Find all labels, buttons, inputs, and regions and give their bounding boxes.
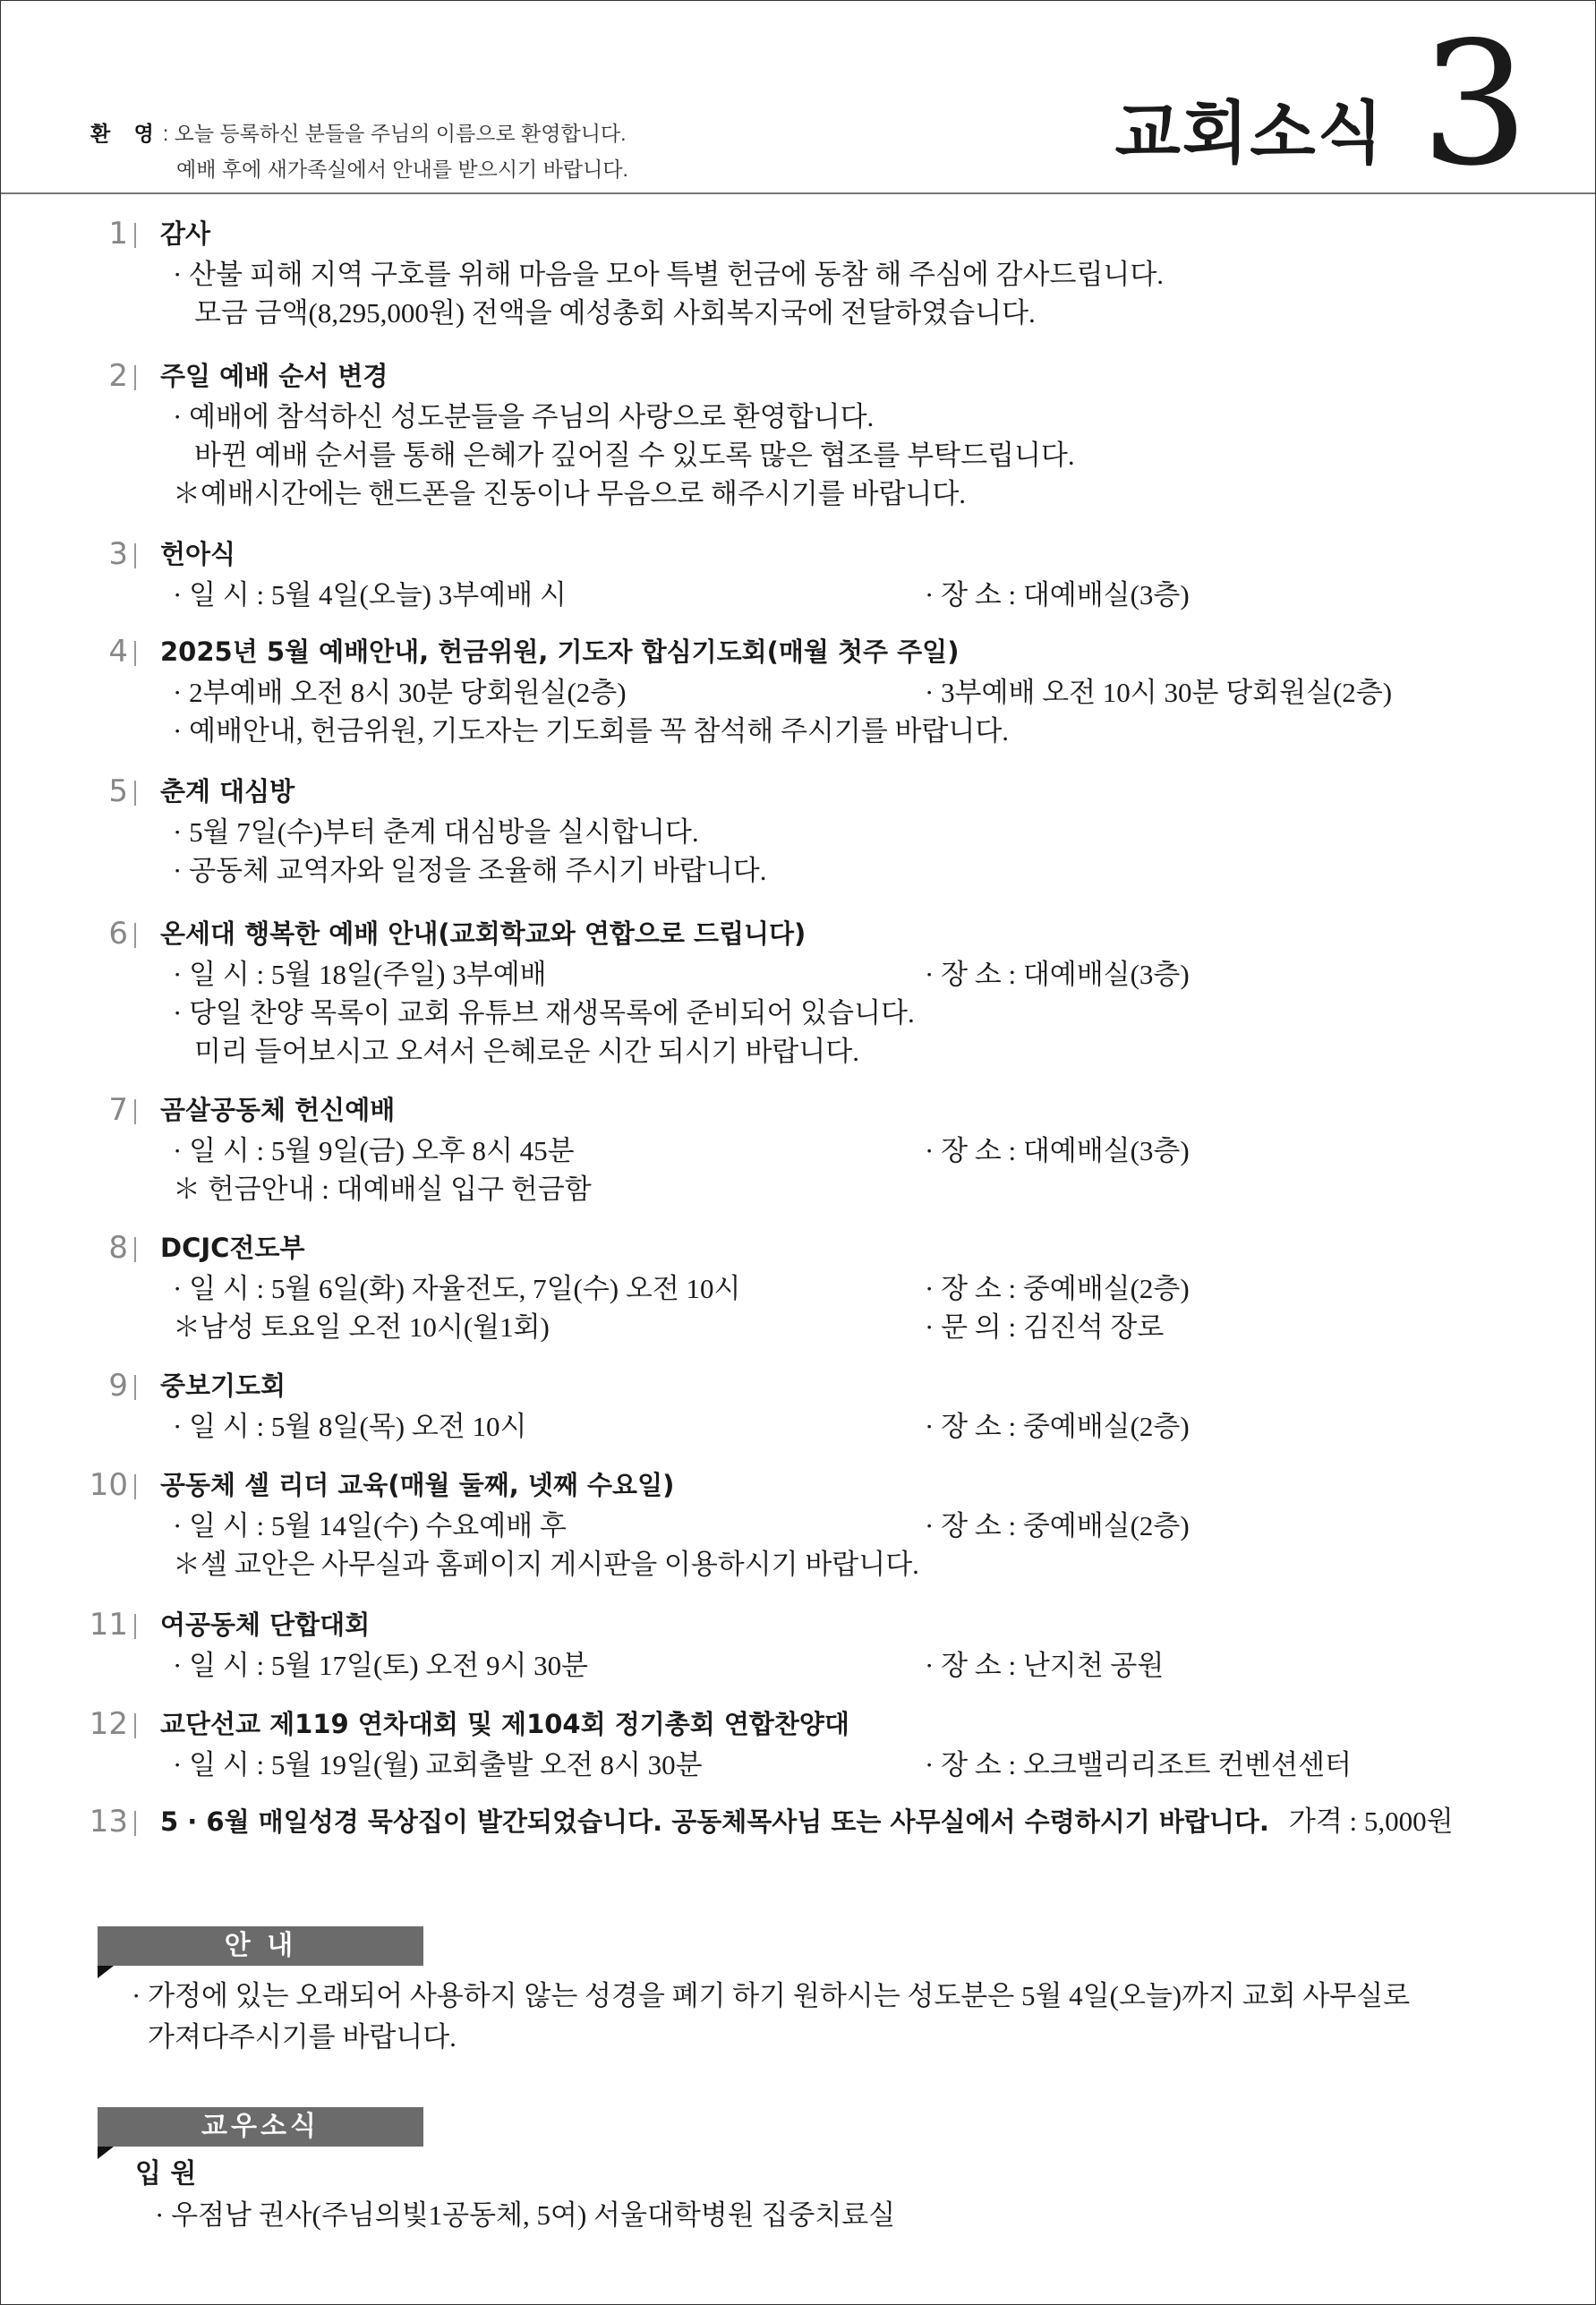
item-heading: 2025년 5월 예배안내, 헌금위원, 기도자 합심기도회(매월 첫주 주일) — [160, 636, 960, 667]
number-divider — [134, 1375, 136, 1400]
item-place: · 장 소 : 난지천 공원 — [925, 1650, 1165, 1681]
item-place: · 장 소 : 오크밸리리조트 컨벤션센터 — [925, 1749, 1352, 1780]
welcome-label: 환 영 — [90, 122, 163, 145]
item-note: ＊셀 교안은 사무실과 홈페이지 게시판을 이용하시기 바랍니다. — [173, 1549, 919, 1580]
item-place: · 장 소 : 중예배실(2층) — [925, 1273, 1190, 1304]
item-line: · 당일 찬양 목록이 교회 유튜브 재생목록에 준비되어 있습니다. — [173, 997, 915, 1029]
news-item-8 — [87, 1226, 1537, 1346]
number-divider — [134, 781, 136, 806]
item-number: 9 — [108, 1368, 128, 1404]
item-line — [160, 576, 1537, 614]
item-place: · 장 소 : 대예배실(3층) — [925, 1135, 1190, 1166]
notice-section-header: 안 내 — [98, 1926, 423, 1966]
number-divider — [134, 1811, 136, 1836]
page-title: 교회소식 — [1114, 92, 1386, 173]
item-place: · 장 소 : 대예배실(3층) — [925, 959, 1190, 990]
item-heading: 온세대 행복한 예배 안내(교회학교와 연합으로 드립니다) — [160, 918, 807, 949]
news-item-3 — [87, 533, 1537, 614]
welcome-line-1: : 오늘 등록하신 분들을 주님의 이름으로 환영합니다. — [162, 122, 627, 145]
item-place: · 장 소 : 대예배실(3층) — [925, 579, 1190, 610]
item-line — [160, 673, 1537, 712]
item-number: 6 — [108, 916, 128, 952]
item-datetime: · 일 시 : 5월 8일(목) 오전 10시 — [173, 1411, 527, 1442]
item-datetime: · 일 시 : 5월 6일(화) 자율전도, 7일(수) 오전 10시 — [173, 1273, 741, 1304]
number-divider — [134, 641, 136, 666]
item-heading — [160, 1800, 1537, 1843]
news-item-6 — [87, 912, 1537, 1071]
member-news-header-notch — [98, 2147, 114, 2159]
number-divider — [134, 223, 136, 248]
item-line — [160, 1131, 1537, 1170]
item-heading: 중보기도회 — [160, 1370, 286, 1401]
header-divider — [1, 192, 1595, 194]
welcome-line-2: 예배 후에 새가족실에서 안내를 받으시기 바랍니다. — [176, 158, 628, 181]
news-item-7 — [87, 1088, 1537, 1208]
number-divider — [134, 1474, 136, 1499]
hospitalization-line: · 우점남 권사(주님의빛1공동체, 5여) 서울대학병원 집중치료실 — [155, 2199, 896, 2231]
item-datetime: · 일 시 : 5월 18일(주일) 3부예배 — [173, 959, 547, 990]
item-line — [160, 955, 1537, 994]
item-line — [160, 1407, 1537, 1446]
item-number: 7 — [108, 1092, 128, 1128]
item-price: 가격 : 5,000원 — [1288, 1806, 1454, 1837]
item-note: ＊ 헌금안내 : 대예배실 입구 헌금함 — [173, 1174, 592, 1205]
news-item-11 — [87, 1603, 1537, 1685]
item-heading: DCJC전도부 — [160, 1233, 305, 1263]
news-item-10 — [87, 1464, 1537, 1584]
item-number: 4 — [108, 634, 128, 670]
item-line — [160, 1646, 1537, 1685]
item-heading: 여공동체 단합대회 — [160, 1609, 371, 1640]
item-line: · 예배에 참석하신 성도분들을 주님의 사랑으로 환영합니다. — [173, 401, 875, 432]
item-line: · 공동체 교역자와 일정을 조율해 주시기 바랍니다. — [173, 855, 767, 886]
news-item-4 — [87, 630, 1537, 750]
item-line — [160, 1269, 1537, 1308]
item-note: ＊남성 토요일 오전 10시(월1회) — [173, 1311, 550, 1343]
item-line — [160, 1746, 1537, 1784]
page-number: 3 — [1421, 5, 1529, 203]
masthead — [1114, 5, 1529, 203]
news-item-9 — [87, 1364, 1537, 1446]
item-line: 미리 들어보시고 오셔서 은혜로운 시간 되시기 바랍니다. — [194, 1036, 860, 1067]
item-line: · 예배안내, 헌금위원, 기도자는 기도회를 꼭 참석해 주시기를 바랍니다. — [173, 715, 1010, 747]
item-place: · 장 소 : 중예배실(2층) — [925, 1411, 1190, 1442]
notice-line-2: 가져다주시기를 바랍니다. — [148, 2021, 457, 2053]
item-datetime: · 일 시 : 5월 9일(금) 오후 8시 45분 — [173, 1135, 575, 1166]
number-divider — [134, 365, 136, 390]
item-note: ＊예배시간에는 핸드폰을 진동이나 무음으로 해주시기를 바랍니다. — [173, 478, 967, 509]
hospitalization-heading: 입 원 — [135, 2158, 197, 2190]
news-item-13 — [87, 1800, 1537, 1843]
item-heading: 주일 예배 순서 변경 — [160, 361, 388, 391]
number-divider — [134, 923, 136, 948]
welcome-message — [90, 115, 628, 187]
news-item-1 — [87, 212, 1537, 332]
notice-header-notch — [98, 1966, 114, 1978]
item-number: 8 — [108, 1230, 128, 1266]
news-item-2 — [87, 354, 1537, 513]
item-contact: · 문 의 : 김진석 장로 — [925, 1311, 1165, 1343]
item-heading: 춘계 대심방 — [160, 776, 295, 807]
item-number: 11 — [89, 1607, 128, 1643]
item-heading: 헌아식 — [160, 539, 236, 569]
item-line — [160, 1507, 1537, 1545]
item-heading: 곰살공동체 헌신예배 — [160, 1095, 396, 1125]
item-heading: 공동체 셀 리더 교육(매월 둘째, 넷째 수요일) — [160, 1470, 675, 1500]
news-item-12 — [87, 1703, 1537, 1784]
news-list — [87, 212, 1537, 1843]
number-divider — [134, 543, 136, 568]
item-number: 10 — [89, 1467, 128, 1503]
news-item-5 — [87, 770, 1537, 890]
item-number: 13 — [89, 1804, 128, 1840]
item-schedule-right: · 3부예배 오전 10시 30분 당회원실(2층) — [925, 677, 1393, 708]
item-line: 모금 금액(8,295,000원) 전액을 예성총회 사회복지국에 전달하였습니다. — [194, 297, 1036, 329]
item-heading: 감사 — [160, 218, 211, 249]
item-line — [160, 1308, 1537, 1346]
item-datetime: · 일 시 : 5월 14일(수) 수요예배 후 — [173, 1510, 567, 1541]
item-heading-text: 5 · 6월 매일성경 묵상집이 발간되었습니다. 공동체목사님 또는 사무실에서 수령하시기 바랍니다. — [160, 1806, 1269, 1837]
item-line: · 산불 피해 지역 구호를 위해 마음을 모아 특별 헌금에 동참 해 주심에 감사드립니다. — [173, 259, 1165, 290]
item-number: 3 — [108, 536, 128, 572]
number-divider — [134, 1713, 136, 1738]
item-number: 2 — [108, 358, 128, 394]
number-divider — [134, 1614, 136, 1639]
number-divider — [134, 1237, 136, 1262]
member-news-section-header: 교우소식 — [98, 2107, 423, 2147]
item-place: · 장 소 : 중예배실(2층) — [925, 1510, 1190, 1541]
item-number: 12 — [89, 1706, 128, 1742]
item-datetime: · 일 시 : 5월 17일(토) 오전 9시 30분 — [173, 1650, 589, 1681]
item-schedule-left: · 2부예배 오전 8시 30분 당회원실(2층) — [173, 677, 627, 708]
item-heading: 교단선교 제119 연차대회 및 제104회 정기총회 연합찬양대 — [160, 1709, 849, 1739]
notice-text — [132, 1976, 1410, 2058]
item-line: · 5월 7일(수)부터 춘계 대심방을 실시합니다. — [173, 816, 699, 848]
item-number: 5 — [108, 773, 128, 809]
item-line: 바뀐 예배 순서를 통해 은혜가 깊어질 수 있도록 많은 협조를 부탁드립니다. — [194, 440, 1075, 471]
item-number: 1 — [108, 216, 128, 252]
notice-line-1: · 가정에 있는 오래되어 사용하지 않는 성경을 폐기 하기 원하시는 성도분은 5월 4일(오늘)까지 교회 사무실로 — [132, 1980, 1411, 2011]
item-datetime: · 일 시 : 5월 19일(월) 교회출발 오전 8시 30분 — [173, 1749, 703, 1780]
number-divider — [134, 1099, 136, 1124]
item-datetime: · 일 시 : 5월 4일(오늘) 3부예배 시 — [173, 579, 567, 610]
